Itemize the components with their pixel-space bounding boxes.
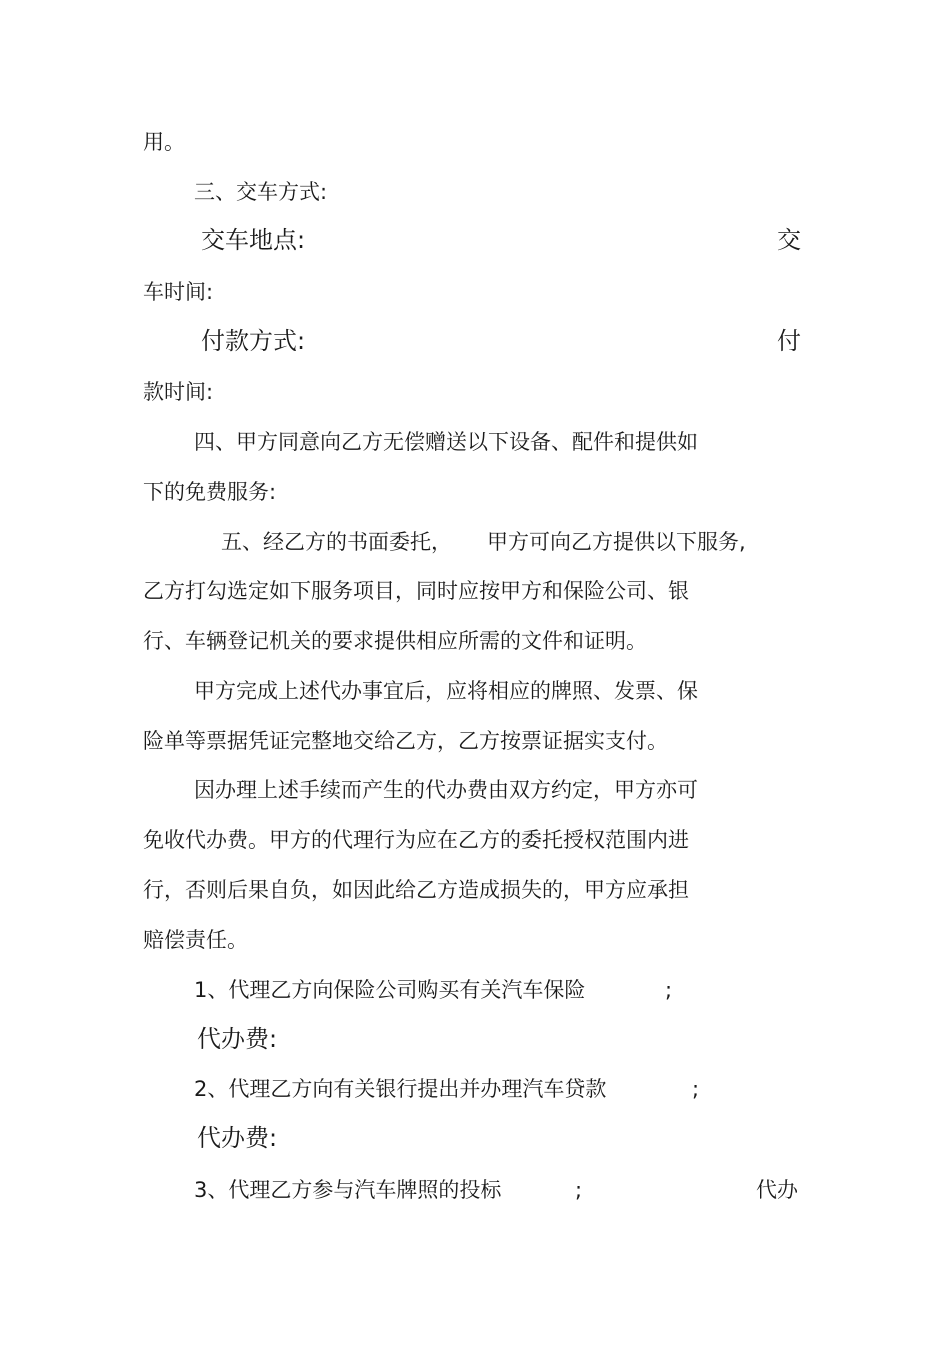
text-line: 行、车辆登记机关的要求提供相应所需的文件和证明。 bbox=[143, 629, 647, 653]
text-line: 用。 bbox=[143, 130, 185, 154]
text-line: 下的免费服务: bbox=[143, 480, 277, 504]
list-item: 2、代理乙方向有关银行提出并办理汽车贷款 bbox=[194, 1077, 607, 1101]
text-fragment: 付 bbox=[777, 327, 801, 355]
field-label-delivery-time: 车时间: bbox=[143, 280, 214, 304]
text-line: 险单等票据凭证完整地交给乙方，乙方按票证据实支付。 bbox=[143, 729, 668, 753]
text-line: 乙方打勾选定如下服务项目，同时应按甲方和保险公司、银 bbox=[143, 579, 689, 603]
list-item: 1、代理乙方向保险公司购买有关汽车保险 bbox=[194, 978, 586, 1002]
field-label-payment-time: 款时间: bbox=[143, 380, 214, 404]
text-fragment: 交 bbox=[777, 226, 801, 254]
text-line: 甲方可向乙方提供以下服务, bbox=[487, 530, 746, 554]
field-label-agency-fee: 代办费: bbox=[197, 1124, 278, 1152]
field-label-payment-method: 付款方式: bbox=[201, 327, 306, 355]
punctuation: ; bbox=[692, 1077, 700, 1101]
text-line: 免收代办费。甲方的代理行为应在乙方的委托授权范围内进 bbox=[143, 828, 689, 852]
text-line: 赔偿责任。 bbox=[143, 928, 248, 952]
field-label-agency-fee: 代办费: bbox=[197, 1025, 278, 1053]
paragraph-line: 因办理上述手续而产生的代办费由双方约定，甲方亦可 bbox=[194, 778, 698, 802]
list-item: 3、代理乙方参与汽车牌照的投标 bbox=[194, 1178, 502, 1202]
section-heading-free-services: 四、甲方同意向乙方无偿赠送以下设备、配件和提供如 bbox=[194, 430, 698, 454]
punctuation: ; bbox=[665, 978, 673, 1002]
section-heading-delivery-method: 三、交车方式: bbox=[194, 180, 328, 204]
text-fragment: 代办 bbox=[756, 1178, 798, 1202]
text-line: 行，否则后果自负，如因此给乙方造成损失的，甲方应承担 bbox=[143, 878, 689, 902]
section-heading-entrusted-services: 五、经乙方的书面委托， bbox=[221, 530, 452, 554]
paragraph-line: 甲方完成上述代办事宜后，应将相应的牌照、发票、保 bbox=[194, 679, 698, 703]
punctuation: ; bbox=[575, 1178, 583, 1202]
field-label-delivery-location: 交车地点: bbox=[201, 226, 306, 254]
